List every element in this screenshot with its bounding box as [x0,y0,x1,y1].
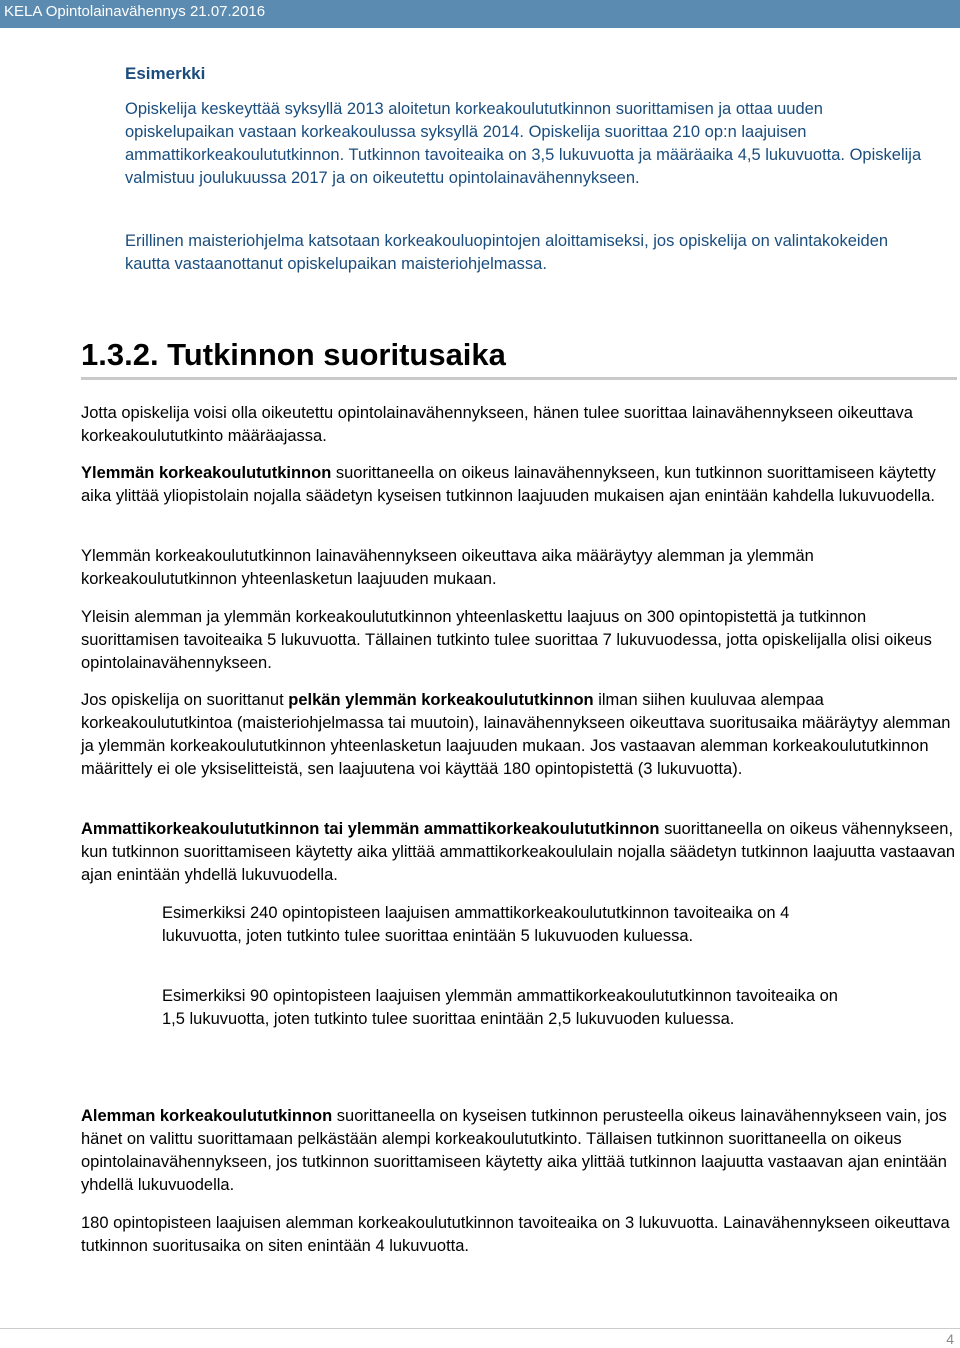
example-indented-2: Esimerkiksi 90 opintopisteen laajuisen ylemmän ammattikorkeakoulututkinnon tavoiteaika on 1,5 lukuvuotta, joten tutkinto tulee suorittaa enintään 2,5 lukuvuoden kuluessa. [162,987,838,1028]
example-title: Esimerkki [125,64,206,83]
example-paragraph-1: Opiskelija keskeyttää syksyllä 2013 aloitetun korkeakoulututkinnon suorittamisen ja ottaa uuden opiskelupaikan vastaan korkeakoulussa syksyllä 2014. Opiskelija suorittaa 210 op:n laajuisen ammattikorkeakoulututkinnon. Tutkinnon tavoiteaika on 3,5 lukuvuotta ja määräaika 4,5 lukuvuotta. Opiskelija valmistuu joulukuussa 2017 ja on oikeutettu opintolainavähennykseen. [125,100,922,187]
example-paragraph-2: Erillinen maisteriohjelma katsotaan korkeakouluopintojen aloittamiseksi, jos opiskelija on valintakokeiden kautta vastaanottanut opiskelupaikan maisteriohjelmassa. [125,232,889,273]
paragraph-6-text: suorittaneella on oikeus vähennykseen, kun tutkinnon suorittamiseen käytetty aika ylittää ammattikorkeakoululain nojalla säädetyn tutkinnon laajuutta vastaavan ajan enintään yhdellä lukuvuodella. [81,820,956,884]
running-header [0,0,960,28]
section-heading: 1.3.2. Tutkinnon suoritusaika [81,337,506,372]
page-number: 4 [946,1331,954,1347]
paragraph-3: Ylemmän korkeakoulututkinnon lainavähennykseen oikeuttava aika määräytyy alemman ja ylemmän korkeakoulututkinnon yhteenlasketun laajuuden mukaan. [81,547,814,588]
document-title: KELA Opintolainavähennys 21.07.2016 [4,3,266,20]
paragraph-2 [81,462,957,508]
paragraph-4: Yleisin alemman ja ylemmän korkeakoulututkinnon yhteenlaskettu laajuus on 300 opintopistettä ja tutkinnon suorittamisen tavoiteaika 5 lukuvuotta. Tällainen tutkinto tulee suorittaa 7 lukuvuodessa, jotta opiskelijalla olisi oikeus opintolainavähennykseen. [81,608,932,672]
paragraph-1: Jotta opiskelija voisi olla oikeutettu opintolainavähennykseen, hänen tulee suorittaa lainavähennykseen oikeuttava korkeakoulututkinto määräajassa. [81,404,913,445]
paragraph-2-text: suorittaneella on oikeus lainavähennykseen, kun tutkinnon suorittamiseen käytetty aika ylittää yliopistolain nojalla säädetyn kyseisen tutkinnon laajuuden mukaisen ajan enintään kahdella lukuvuodella. [81,464,936,505]
heading-divider [81,377,957,380]
paragraph-2-bold: Ylemmän korkeakoulututkinnon [81,464,332,482]
paragraph-8: 180 opintopisteen laajuisen alemman korkeakoulututkinnon tavoiteaika on 3 lukuvuotta. Lainavähennykseen oikeuttava tutkinnon suoritusaika on siten enintään 4 lukuvuotta. [81,1214,950,1255]
example-box [112,42,960,295]
paragraph-7-bold: Alemman korkeakoulututkinnon [81,1107,333,1125]
paragraph-6 [81,818,957,887]
paragraph-7 [81,1105,957,1197]
paragraph-5 [81,689,957,781]
paragraph-6-bold: Ammattikorkeakoulututkinnon tai ylemmän ammattikorkeakoulututkinnon [81,820,660,838]
paragraph-5-bold: pelkän ylemmän korkeakoulututkinnon [288,691,594,709]
example-indented-1: Esimerkiksi 240 opintopisteen laajuisen ammattikorkeakoulututkinnon tavoiteaika on 4 lukuvuotta, joten tutkinto tulee suorittaa enintään 5 lukuvuoden kuluessa. [162,904,790,945]
footer-divider [0,1328,960,1329]
paragraph-5-text-b: ilman siihen kuuluvaa alempaa korkeakoulututkintoa (maisteriohjelmassa tai muutoin), lainavähennykseen oikeuttava suoritusaika määräytyy alemman ja ylemmän korkeakoulututkinnon yhteenlasketun laajuuden mukaan. Jos vastaavan alemman korkeakoulututkinnon määrittely ei ole yksiselitteistä, sen laajuutena voi käyttää 180 opintopistettä (3 lukuvuotta). [81,691,951,778]
paragraph-5-text-a: Jos opiskelija on suorittanut [81,691,289,709]
paragraph-7-text: suorittaneella on kyseisen tutkinnon perusteella oikeus lainavähennykseen vain, jos hänet on valittu suorittamaan pelkästään alempi korkeakoulututkinto. Tällaisen tutkinnon suorittaneella on oikeus opintolainavähennykseen, jos tutkinnon suorittamiseen käytetty aika ylittää tutkinnon laajuutta vastaavan ajan enintään yhdellä lukuvuodella. [81,1107,947,1194]
